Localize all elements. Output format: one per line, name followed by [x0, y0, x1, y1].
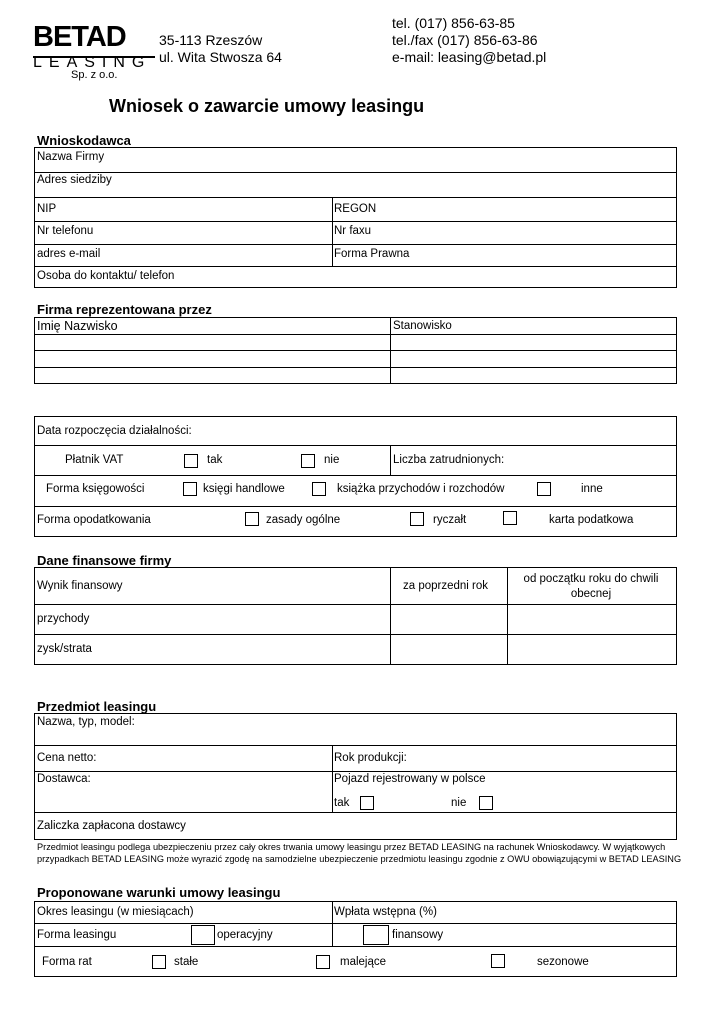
fixed-checkbox[interactable]: [152, 955, 166, 969]
registered-label: Pojazd rejestrowany w polsce: [334, 773, 486, 785]
contact-tel: tel. (017) 856-63-85: [392, 15, 515, 31]
tax-card-label: karta podatkowa: [549, 514, 634, 526]
tax-lump-checkbox[interactable]: [410, 512, 424, 526]
seasonal-checkbox[interactable]: [491, 954, 505, 968]
rep-position-header: Stanowisko: [393, 320, 452, 332]
vat-yes-label: tak: [207, 454, 223, 466]
tax-lump-label: ryczałt: [433, 514, 467, 526]
name-model-field[interactable]: Nazwa, typ, model:: [37, 716, 135, 728]
fax-field[interactable]: Nr faxu: [334, 225, 372, 237]
applicant-heading: Wnioskodawca: [37, 133, 131, 148]
decreasing-checkbox[interactable]: [316, 955, 330, 969]
phone-field[interactable]: Nr telefonu: [37, 225, 94, 237]
registered-yes-checkbox[interactable]: [360, 796, 374, 810]
finance-result-header: Wynik finansowy: [37, 580, 123, 592]
terms-table: [34, 901, 677, 977]
books-income-checkbox[interactable]: [312, 482, 326, 496]
registered-yes-label: tak: [334, 797, 350, 809]
tax-general-checkbox[interactable]: [245, 512, 259, 526]
representation-heading: Firma reprezentowana przez: [37, 302, 212, 317]
company-contact: [392, 15, 546, 66]
supplier-field[interactable]: Dostawca:: [37, 773, 91, 785]
applicant-table: [34, 147, 677, 288]
employees-field[interactable]: Liczba zatrudnionych:: [393, 454, 505, 466]
lease-form-label: Forma leasingu: [37, 929, 117, 941]
financial-checkbox[interactable]: [363, 925, 389, 945]
installments-label: Forma rat: [42, 956, 92, 968]
vat-label: Płatnik VAT: [65, 454, 124, 466]
tax-card-checkbox[interactable]: [503, 511, 517, 525]
fixed-label: stałe: [174, 956, 199, 968]
down-payment-field[interactable]: Wpłata wstępna (%): [334, 906, 437, 918]
finance-prev-year-header: za poprzedni rok: [403, 580, 489, 592]
contact-telfax: tel./fax (017) 856-63-86: [392, 32, 538, 48]
advance-field[interactable]: Zaliczka zapłacona dostawcy: [37, 820, 186, 832]
company-address: [159, 32, 282, 66]
operating-checkbox[interactable]: [191, 925, 215, 945]
books-trade-checkbox[interactable]: [183, 482, 197, 496]
subject-heading: Przedmiot leasingu: [37, 699, 157, 714]
vat-yes-checkbox[interactable]: [184, 454, 198, 468]
subject-table: [34, 713, 677, 840]
finance-profit-label: zysk/strata: [37, 643, 92, 655]
company-name-field[interactable]: Nazwa Firmy: [37, 151, 105, 163]
finance-ytd-header: od początku roku do chwili obecnej: [523, 573, 659, 600]
logo-sub-text: LEASING: [33, 54, 152, 71]
accounting-other-checkbox[interactable]: [537, 482, 551, 496]
registered-no-label: nie: [451, 797, 467, 809]
legal-form-field[interactable]: Forma Prawna: [334, 248, 410, 260]
seasonal-label: sezonowe: [537, 956, 589, 968]
logo-divider: [33, 56, 155, 58]
insurance-note: Przedmiot leasingu podlega ubezpieczeniu przez cały okres trwania umowy leasingu przez BETAD LEASING na rachunek Wnioskodawcy. W wyjątkowych przypadkach BETAD LEASING może wyrazić zgodę na samodzielne ubezpieczenie przedmiotu leasingu zgodnie z OWU obowiązującymi w BETAD LEASING: [37, 842, 682, 864]
address-line-1: 35-113 Rzeszów: [159, 32, 263, 48]
finance-revenue-label: przychody: [37, 613, 90, 625]
operating-label: operacyjny: [217, 929, 273, 941]
decreasing-label: malejące: [340, 956, 387, 968]
representation-table: [34, 317, 677, 384]
address-field[interactable]: Adres siedziby: [37, 174, 112, 186]
page-title: Wniosek o zawarcie umowy leasingu: [109, 96, 425, 116]
contact-person-field[interactable]: Osoba do kontaktu/ telefon: [37, 270, 175, 282]
accounting-other-label: inne: [581, 483, 603, 495]
prod-year-field[interactable]: Rok produkcji:: [334, 752, 407, 764]
tax-general-label: zasady ogólne: [266, 514, 341, 526]
books-trade-label: księgi handlowe: [203, 483, 285, 495]
finance-heading: Dane finansowe firmy: [37, 553, 172, 568]
vat-no-checkbox[interactable]: [301, 454, 315, 468]
rep-name-header: Imię Nazwisko: [37, 319, 118, 333]
logo-legal-form: Sp. z o.o.: [71, 69, 118, 81]
terms-heading: Proponowane warunki umowy leasingu: [37, 885, 281, 900]
tax-form-label: Forma opodatkowania: [37, 514, 151, 526]
address-line-2: ul. Wita Stwosza 64: [159, 49, 282, 65]
finance-table: [34, 567, 677, 665]
net-price-field[interactable]: Cena netto:: [37, 752, 97, 764]
lease-period-field[interactable]: Okres leasingu (w miesiącach): [37, 906, 194, 918]
accounting-label: Forma księgowości: [46, 483, 145, 495]
logo-main-text: BETAD: [33, 21, 126, 53]
regon-field[interactable]: REGON: [334, 203, 377, 215]
start-date-field[interactable]: Data rozpoczęcia działalności:: [37, 425, 192, 437]
nip-field[interactable]: NIP: [37, 203, 57, 215]
books-income-label: książka przychodów i rozchodów: [337, 483, 505, 495]
contact-email: e-mail: leasing@betad.pl: [392, 49, 547, 65]
company-logo: [33, 21, 155, 81]
email-field[interactable]: adres e-mail: [37, 248, 101, 260]
vat-no-label: nie: [324, 454, 340, 466]
business-table: [34, 416, 677, 537]
registered-no-checkbox[interactable]: [479, 796, 493, 810]
financial-label: finansowy: [392, 929, 444, 941]
